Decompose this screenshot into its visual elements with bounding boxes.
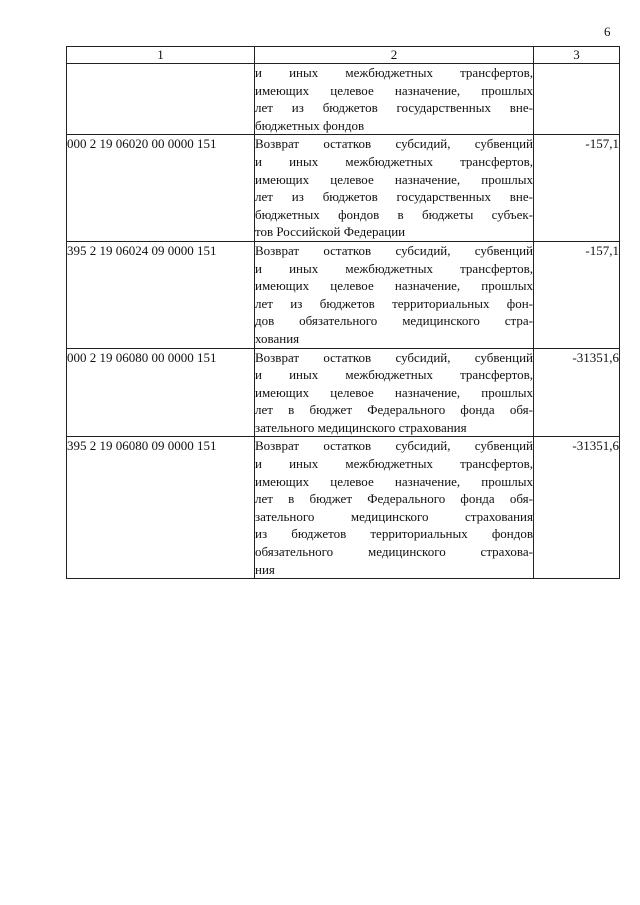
- description-line: зательного медицинского страхования: [255, 508, 533, 524]
- page-number: 6: [604, 24, 611, 39]
- amount-cell: -157,1: [534, 135, 620, 242]
- description-cell: [255, 437, 534, 579]
- description-line: имеющих целевое назначение, прошлых: [255, 473, 533, 489]
- budget-code-cell: 395 2 19 06080 09 0000 151: [67, 437, 255, 579]
- description-line: бюджетных фондов в бюджеты субъек-: [255, 206, 533, 222]
- description-line: тов Российской Федерации: [255, 224, 406, 240]
- description-line: Возврат остатков субсидий, субвенций: [255, 438, 533, 454]
- budget-table: [66, 46, 620, 579]
- description-line: имеющих целевое назначение, прошлых: [255, 171, 533, 187]
- description-line: и иных межбюджетных трансфертов,: [255, 65, 533, 80]
- budget-code-cell: 395 2 19 06024 09 0000 151: [67, 241, 255, 348]
- description-line: лет в бюджет Федерального фонда обя-: [255, 402, 533, 418]
- description-line: имеющих целевое назначение, прошлых: [255, 278, 533, 294]
- description-cell: [255, 64, 534, 135]
- amount-cell: [534, 64, 620, 135]
- description-line: лет из бюджетов территориальных фон-: [255, 295, 533, 311]
- column-header-code: 1: [67, 47, 255, 64]
- description-line: и иных межбюджетных трансфертов,: [255, 153, 533, 169]
- amount-cell: -31351,6: [534, 348, 620, 437]
- description-line: и иных межбюджетных трансфертов,: [255, 367, 533, 383]
- table-row: [67, 241, 620, 348]
- description-line: имеющих целевое назначение, прошлых: [255, 82, 533, 98]
- description-line: из бюджетов территориальных фондов: [255, 526, 533, 542]
- description-line: лет в бюджет Федерального фонда обя-: [255, 491, 533, 507]
- description-cell: [255, 241, 534, 348]
- description-line: лет из бюджетов государственных вне-: [255, 189, 533, 205]
- column-header-amount: 3: [534, 47, 620, 64]
- description-line: и иных межбюджетных трансфертов,: [255, 456, 533, 472]
- description-line: Возврат остатков субсидий, субвенций: [255, 136, 533, 152]
- column-header-description: 2: [255, 47, 534, 64]
- amount-cell: -157,1: [534, 241, 620, 348]
- amount-cell: -31351,6: [534, 437, 620, 579]
- budget-code-cell: [67, 64, 255, 135]
- description-line: имеющих целевое назначение, прошлых: [255, 384, 533, 400]
- description-line: обязательного медицинского страхова-: [255, 544, 533, 560]
- table-row: [67, 348, 620, 437]
- description-cell: [255, 135, 534, 242]
- description-line: Возврат остатков субсидий, субвенций: [255, 349, 533, 365]
- table-row: [67, 135, 620, 242]
- budget-code-cell: 000 2 19 06020 00 0000 151: [67, 135, 255, 242]
- description-line: лет из бюджетов государственных вне-: [255, 100, 533, 116]
- table-row: [67, 437, 620, 579]
- description-line: и иных межбюджетных трансфертов,: [255, 260, 533, 276]
- budget-code-cell: 000 2 19 06080 00 0000 151: [67, 348, 255, 437]
- description-line: дов обязательного медицинского стра-: [255, 313, 533, 329]
- description-line: Возврат остатков субсидий, субвенций: [255, 242, 533, 258]
- table-body: [67, 64, 620, 579]
- description-line: бюджетных фондов: [255, 117, 365, 133]
- description-line: зательного медицинского страхования: [255, 419, 467, 435]
- description-cell: [255, 348, 534, 437]
- table-row: [67, 64, 620, 135]
- description-line: хования: [255, 330, 300, 346]
- description-line: ния: [255, 561, 275, 577]
- header-row: [67, 47, 620, 64]
